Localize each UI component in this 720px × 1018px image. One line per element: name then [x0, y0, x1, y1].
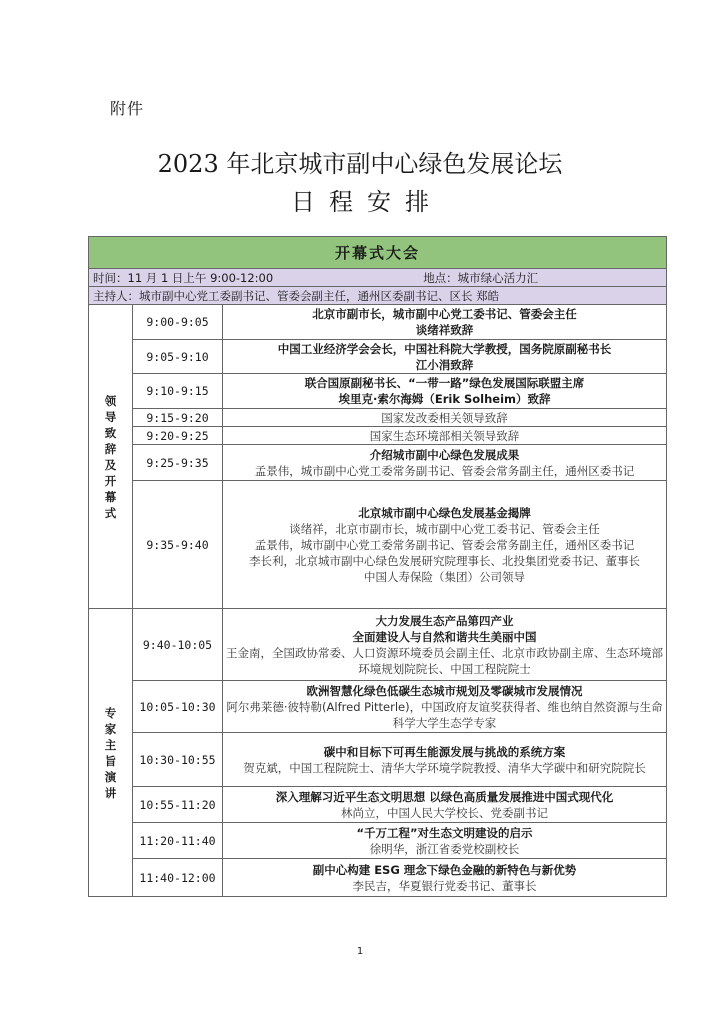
time-slot: 9:20-9:25: [133, 427, 223, 445]
agenda-speaker: 贺克斌，中国工程院院士、清华大学环境学院教授、清华大学碳中和研究院院长: [243, 760, 646, 775]
schedule-row: [89, 787, 667, 823]
agenda-speaker: 徐明华，浙江省委党校副校长: [369, 841, 520, 856]
time-label: 时间：11 月 1 日上午 9:00-12:00: [93, 270, 274, 285]
agenda-item: [223, 787, 667, 823]
section-label-opening: 领导致辞及开幕式: [89, 305, 133, 609]
agenda-item: [223, 681, 667, 733]
schedule-table: [88, 236, 667, 897]
agenda-item: [223, 481, 667, 609]
time-slot: 11:40-12:00: [133, 859, 223, 897]
agenda-speaker: 孟景伟，城市副中心党工委常务副书记、管委会常务副主任，通州区委书记: [254, 537, 635, 552]
schedule-row: [89, 305, 667, 340]
agenda-title: 全面建设人与自然和谐共生美丽中国: [352, 629, 537, 644]
schedule-row: [89, 823, 667, 859]
time-slot: 9:35-9:40: [133, 481, 223, 609]
agenda-speaker: 埃里克·索尔海姆（Erik Solheim）致辞: [338, 392, 551, 406]
agenda-title: “千万工程”对生态文明建设的启示: [356, 825, 533, 840]
agenda-item: [223, 374, 667, 409]
location-label: 地点：城市绿心活力汇: [423, 270, 539, 285]
time-slot: 9:40-10:05: [133, 609, 223, 681]
agenda-speaker: 谈绪祥，北京市副市长，城市副中心党工委书记、管委会主任: [289, 521, 600, 536]
agenda-item: [223, 609, 667, 681]
agenda-speaker: 国家发改委相关领导致辞: [381, 410, 508, 425]
agenda-title: 北京城市副中心绿色发展基金揭牌: [358, 505, 531, 520]
time-slot: 9:00-9:05: [133, 305, 223, 340]
section-label-keynote: 专家主旨演讲: [89, 609, 133, 897]
agenda-speaker: 王金南，全国政协常委、人口资源环境委员会副主任、北京市政协副主席、生态环境部环境规划院院长、中国工程院院士: [226, 645, 663, 676]
agenda-item: [223, 823, 667, 859]
schedule-row: [89, 340, 667, 374]
agenda-title: 联合国原副秘书长、“一带一路”绿色发展国际联盟主席: [304, 376, 585, 390]
page-number: 1: [356, 946, 364, 957]
agenda-item: [223, 409, 667, 427]
schedule-row: [89, 859, 667, 897]
time-slot: 9:10-9:15: [133, 374, 223, 409]
schedule-row: [89, 427, 667, 445]
schedule-row: [89, 481, 667, 609]
agenda-title: 碳中和目标下可再生能源发展与挑战的系统方案: [323, 744, 566, 759]
agenda-speaker: 孟景伟，城市副中心党工委常务副书记、管委会常务副主任，通州区委书记: [254, 463, 635, 478]
agenda-speaker: 李长利，北京城市副中心绿色发展研究院理事长、北投集团党委书记、董事长: [249, 553, 640, 568]
time-location-row: [89, 269, 667, 287]
page-subtitle: 日程安排: [291, 188, 443, 216]
agenda-item: [223, 859, 667, 897]
schedule-row: [89, 609, 667, 681]
schedule-row: [89, 681, 667, 733]
agenda-title: 大力发展生态产品第四产业: [375, 613, 514, 628]
agenda-speaker: 中国人寿保险（集团）公司领导: [364, 569, 525, 584]
agenda-speaker: 阿尔弗莱德·彼特勒(Alfred Pitterle)，中国政府友谊奖获得者、维也纳自然资源与生命科学大学生态学专家: [226, 699, 663, 730]
agenda-item: [223, 733, 667, 787]
time-slot: 10:05-10:30: [133, 681, 223, 733]
schedule-row: [89, 409, 667, 427]
agenda-item: [223, 340, 667, 374]
agenda-speaker: 林尚立，中国人民大学校长、党委副书记: [341, 805, 548, 820]
agenda-item: [223, 427, 667, 445]
time-slot: 11:20-11:40: [133, 823, 223, 859]
agenda-title: 欧洲智慧化绿色低碳生态城市规划及零碳城市发展情况: [306, 683, 583, 698]
agenda-speaker: 李民吉，华夏银行党委书记、董事长: [352, 878, 537, 893]
schedule-row: [89, 733, 667, 787]
time-slot: 10:55-11:20: [133, 787, 223, 823]
schedule-row: [89, 445, 667, 481]
page-title: 2023 年北京城市副中心绿色发展论坛: [157, 150, 563, 178]
time-slot: 9:15-9:20: [133, 409, 223, 427]
agenda-title: 副中心构建 ESG 理念下绿色金融的新特色与新优势: [312, 862, 577, 877]
time-slot: 10:30-10:55: [133, 733, 223, 787]
attachment-label: 附件: [110, 99, 145, 118]
opening-header: 开幕式大会: [89, 237, 667, 269]
agenda-title: 北京市副市长，城市副中心党工委书记、管委会主任: [312, 307, 577, 321]
host-row: 主持人：城市副中心党工委副书记、管委会副主任，通州区委副书记、区长 郑皓: [89, 287, 667, 305]
agenda-title: 介绍城市副中心绿色发展成果: [369, 447, 520, 462]
agenda-speaker: 江小涓致辞: [415, 357, 474, 372]
agenda-speaker: 谈绪祥致辞: [415, 323, 474, 337]
agenda-item: [223, 445, 667, 481]
time-slot: 9:25-9:35: [133, 445, 223, 481]
time-slot: 9:05-9:10: [133, 340, 223, 374]
agenda-item: [223, 305, 667, 340]
schedule-row: [89, 374, 667, 409]
agenda-title: 深入理解习近平生态文明思想 以绿色高质量发展推进中国式现代化: [275, 789, 614, 804]
agenda-title: 中国工业经济学会会长，中国社科院大学教授，国务院原副秘书长: [277, 341, 612, 356]
agenda-speaker: 国家生态环境部相关领导致辞: [369, 428, 520, 443]
